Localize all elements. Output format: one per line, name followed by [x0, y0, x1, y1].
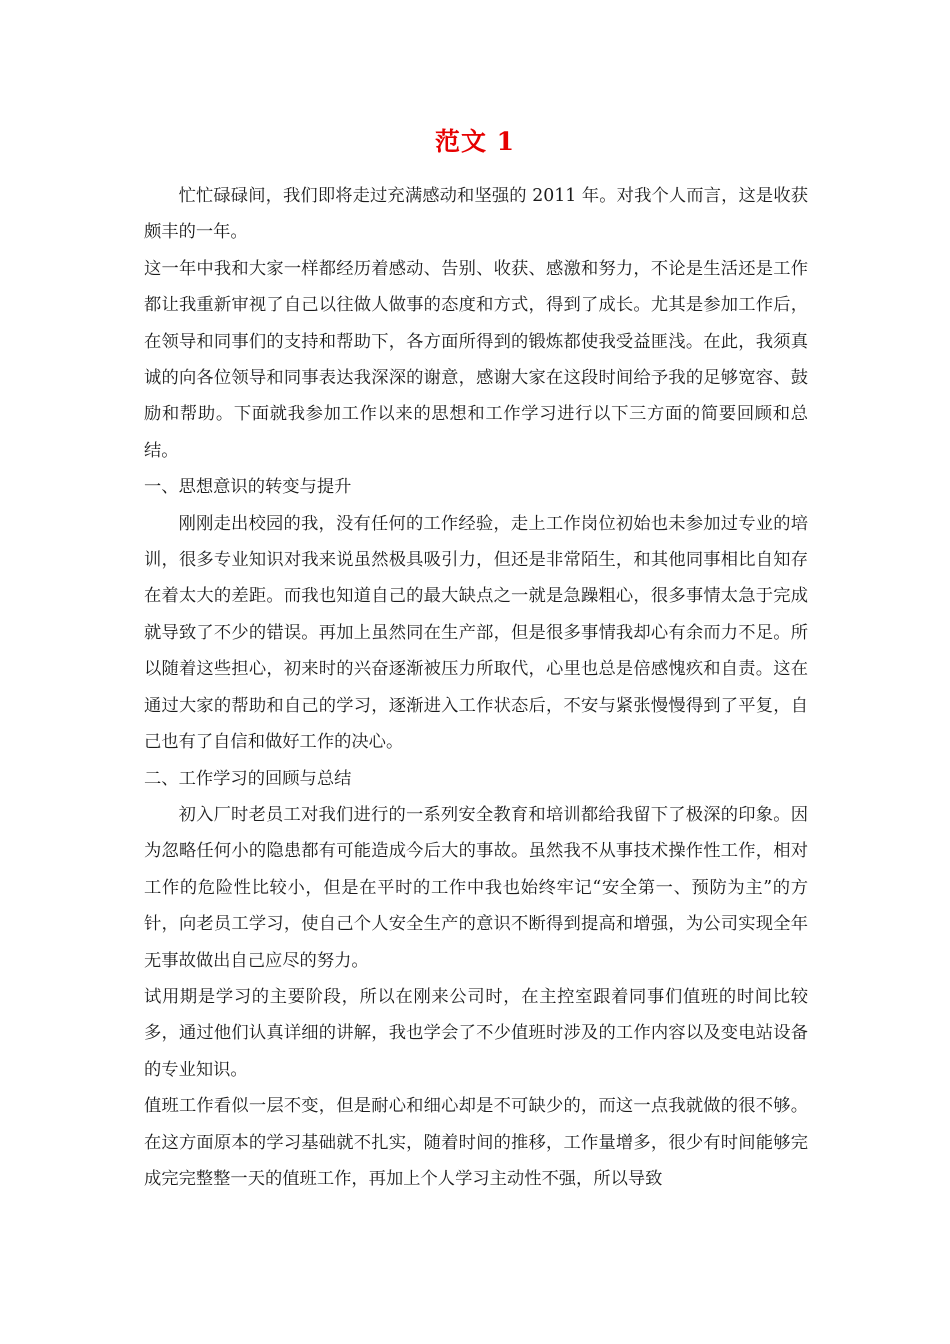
paragraph-intro: 忙忙碌碌间，我们即将走过充满感动和坚强的 2011 年。对我个人而言，这是收获颇丰的一年。	[144, 186, 808, 243]
paragraph-probation: 试用期是学习的主要阶段，所以在刚来公司时，在主控室跟着同事们值班的时间比较多，通过他们认真详细的讲解，我也学会了不少值班时涉及的工作内容以及变电站设备的专业知识。	[144, 986, 808, 1080]
section-heading-mindset: 一、思想意识的转变与提升	[144, 477, 352, 498]
document-title: 范文 1	[434, 127, 516, 156]
paragraph-year-review: 这一年中我和大家一样都经历着感动、告别、收获、感激和努力，不论是生活还是工作都让我重新审视了自己以往做人做事的态度和方式，得到了成长。尤其是参加工作后，在领导和同事们的支持和帮助下，各方面所得到的锻炼都使我受益匪浅。在此，我须真诚的向各位领导和同事表达我深深的谢意，感谢大家在这段时间给予我的足够宽容、鼓励和帮助。下面就我参加工作以来的思想和工作学习进行以下三方面的简要回顾和总结。	[144, 258, 808, 461]
paragraph-safety: 初入厂时老员工对我们进行的一系列安全教育和培训都给我留下了极深的印象。因为忽略任何小的隐患都有可能造成今后大的事故。虽然我不从事技术操作性工作，相对工作的危险性比较小，但是在平时的工作中我也始终牢记“安全第一、预防为主”的方针，向老员工学习，使自己个人安全生产的意识不断得到提高和增强，为公司实现全年无事故做出自己应尽的努力。	[144, 804, 808, 971]
paragraph-duty: 值班工作看似一层不变，但是耐心和细心却是不可缺少的，而这一点我就做的很不够。在这方面原本的学习基础就不扎实，随着时间的推移，工作量增多，很少有时间能够完成完完整整一天的值班工作，再加上个人学习主动性不强，所以导致	[144, 1096, 808, 1189]
section-heading-work-study: 二、工作学习的回顾与总结	[144, 768, 352, 789]
paragraph-mindset: 刚刚走出校园的我，没有任何的工作经验，走上工作岗位初始也未参加过专业的培训，很多专业知识对我来说虽然极具吸引力，但还是非常陌生，和其他同事相比自知存在着太大的差距。而我也知道自己的最大缺点之一就是急躁粗心，很多事情太急于完成就导致了不少的错误。再加上虽然同在生产部，但是很多事情我却心有余而力不足。所以随着这些担心，初来时的兴奋逐渐被压力所取代，心里也总是倍感愧疚和自责。这在通过大家的帮助和自己的学习，逐渐进入工作状态后，不安与紧张慢慢得到了平复，自己也有了自信和做好工作的决心。	[144, 513, 808, 753]
document-body	[144, 178, 808, 1197]
